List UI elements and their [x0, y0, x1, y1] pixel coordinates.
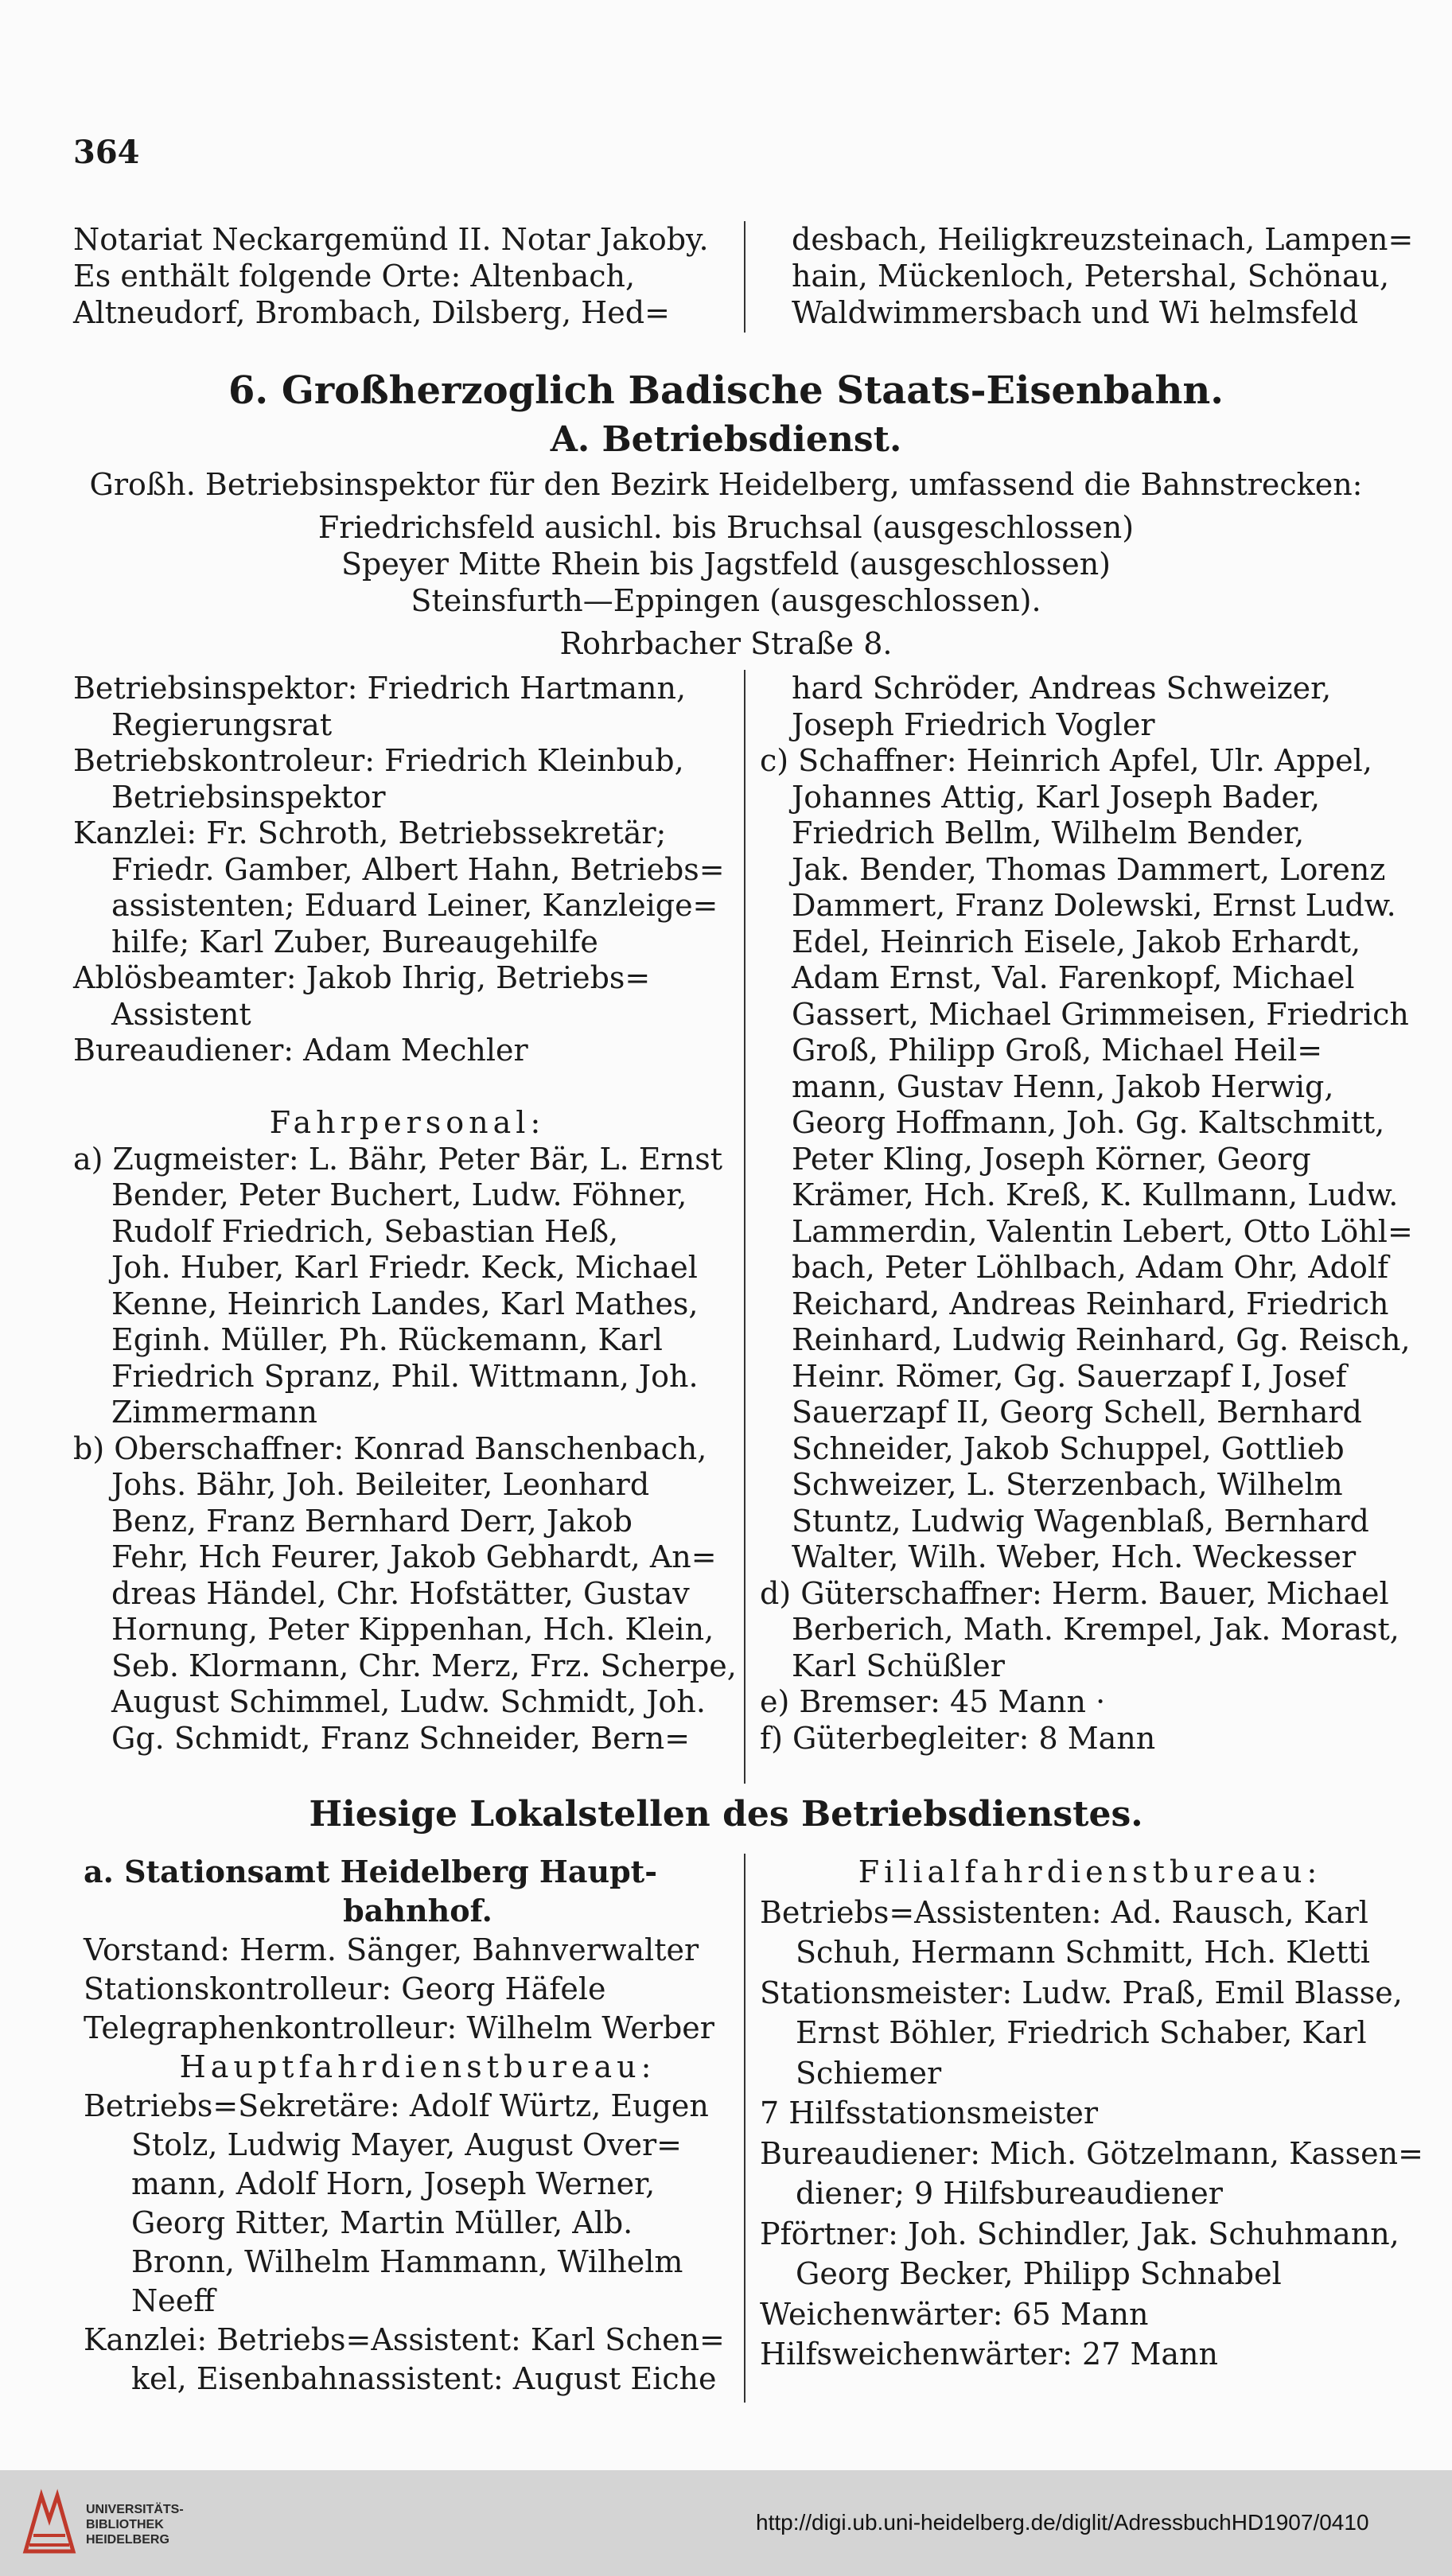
text-line: Joh. Huber, Karl Friedr. Keck, Michael [111, 1250, 698, 1285]
text-line: Schiemer [796, 2055, 942, 2091]
text-line: Betriebsinspektor: Friedrich Hartmann, [73, 671, 687, 706]
library-name-line: UNIVERSITÄTS- [86, 2503, 184, 2516]
text-line: Schneider, Jakob Schuppel, Gottlieb [792, 1430, 1345, 1466]
column-divider [744, 1854, 745, 2403]
text-line: Neeff [131, 2283, 216, 2318]
local-heading: Hiesige Lokalstellen des Betriebsdienstes. [309, 1794, 1143, 1835]
text-line: Fahrpersonal: [269, 1105, 546, 1140]
text-line: Weichenwärter: 65 Mann [760, 2296, 1149, 2332]
text-line: Notariat Neckargemünd II. Notar Jakoby. [73, 222, 709, 257]
text-line: Kanzlei: Fr. Schroth, Betriebssekretär; [73, 815, 667, 850]
text-line: a) Zugmeister: L. Bähr, Peter Bär, L. Ernst [73, 1141, 722, 1177]
intro-line: Speyer Mitte Rhein bis Jagstfeld (ausgeschlossen) [341, 547, 1111, 582]
page-number: 364 [73, 134, 140, 171]
text-line: mann, Adolf Horn, Joseph Werner, [131, 2166, 656, 2201]
text-line: Betriebsinspektor [111, 779, 386, 815]
text-line: Hilfsweichenwärter: 27 Mann [760, 2337, 1218, 2372]
text-line: Ernst Böhler, Friedrich Schaber, Karl [796, 2015, 1367, 2050]
text-line: Filialfahrdienstbureau: [858, 1854, 1322, 1889]
text-line: Ablösbeamter: Jakob Ihrig, Betriebs= [73, 960, 651, 995]
text-line: Friedr. Gamber, Albert Hahn, Betriebs= [111, 851, 725, 887]
text-line: Vorstand: Herm. Sänger, Bahnverwalter [84, 1932, 699, 1967]
text-line: Rudolf Friedrich, Sebastian Heß, [111, 1213, 619, 1249]
text-line: Georg Ritter, Martin Müller, Alb. [131, 2205, 633, 2240]
text-line: Pförtner: Joh. Schindler, Jak. Schuhmann, [760, 2216, 1399, 2251]
text-line: Groß, Philipp Groß, Michael Heil= [792, 1033, 1323, 1068]
intro-line: Steinsfurth—Eppingen (ausgeschlossen). [411, 583, 1041, 618]
library-name-line: BIBLIOTHEK [86, 2518, 164, 2531]
text-line: Karl Schüßler [792, 1648, 1005, 1683]
text-line: Waldwimmersbach und Wi helmsfeld [792, 295, 1359, 330]
text-line: hain, Mückenloch, Petershal, Schönau, [792, 259, 1390, 294]
text-line: Gassert, Michael Grimmeisen, Friedrich [792, 996, 1409, 1032]
section-title: 6. Großherzoglich Badische Staats-Eisenbahn. [228, 368, 1224, 413]
text-line: desbach, Heiligkreuzsteinach, Lampen= [792, 222, 1414, 257]
text-line: hard Schröder, Andreas Schweizer, [792, 671, 1332, 706]
text-line: 7 Hilfsstationsmeister [760, 2095, 1099, 2130]
text-line: Zimmermann [111, 1395, 317, 1430]
text-line: Telegraphenkontrolleur: Wilhelm Werber [84, 2010, 714, 2045]
text-line: Benz, Franz Bernhard Derr, Jakob [111, 1503, 633, 1539]
text-line: e) Bremser: 45 Mann · [760, 1684, 1106, 1719]
text-line: Altneudorf, Brombach, Dilsberg, Hed= [73, 295, 670, 330]
text-line: Friedrich Spranz, Phil. Wittmann, Joh. [111, 1358, 699, 1394]
text-line: Walter, Wilh. Weber, Hch. Weckesser [792, 1539, 1357, 1574]
text-line: Gg. Schmidt, Franz Schneider, Bern= [111, 1720, 691, 1756]
text-line: Schuh, Hermann Schmitt, Hch. Kletti [796, 1935, 1370, 1970]
text-line: Friedrich Bellm, Wilhelm Bender, [792, 815, 1305, 850]
library-name-line: HEIDELBERG [86, 2533, 169, 2547]
column-divider [744, 670, 745, 1784]
text-line: Krämer, Hch. Kreß, K. Kullmann, Ludw. [792, 1177, 1399, 1212]
text-line: f) Güterbegleiter: 8 Mann [760, 1720, 1156, 1756]
text-line: Stationskontrolleur: Georg Häfele [84, 1971, 606, 2006]
text-line: assistenten; Eduard Leiner, Kanzleige= [111, 888, 718, 923]
text-line: Berberich, Math. Krempel, Jak. Morast, [792, 1612, 1399, 1647]
text-line: Regierungsrat [111, 706, 333, 742]
text-line: bahnhof. [343, 1893, 492, 1928]
text-line: Georg Hoffmann, Joh. Gg. Kaltschmitt, [792, 1105, 1385, 1140]
text-line: Stationsmeister: Ludw. Praß, Emil Blasse, [760, 1975, 1403, 2010]
text-line: Reinhard, Ludwig Reinhard, Gg. Reisch, [792, 1322, 1411, 1357]
text-line: Reichard, Andreas Reinhard, Friedrich [792, 1286, 1389, 1321]
text-line: Betriebskontroleur: Friedrich Kleinbub, [73, 743, 684, 778]
text-line: a. Stationsamt Heidelberg Haupt- [84, 1854, 657, 1889]
text-line: Jak. Bender, Thomas Dammert, Lorenz [792, 851, 1386, 887]
text-line: dreas Händel, Chr. Hofstätter, Gustav [111, 1575, 690, 1611]
text-line: Eginh. Müller, Ph. Rückemann, Karl [111, 1322, 663, 1357]
text-line: diener; 9 Hilfsbureaudiener [796, 2176, 1223, 2211]
text-line: Sauerzapf II, Georg Schell, Bernhard [792, 1395, 1362, 1430]
text-line: Bronn, Wilhelm Hammann, Wilhelm [131, 2244, 683, 2279]
text-line: d) Güterschaffner: Herm. Bauer, Michael [760, 1575, 1389, 1611]
intro-line: Friedrichsfeld ausichl. bis Bruchsal (ausgeschlossen) [317, 510, 1135, 545]
source-url[interactable]: http://digi.ub.uni-heidelberg.de/diglit/AdressbuchHD1907/0410 [756, 2510, 1369, 2535]
text-line: Hornung, Peter Kippenhan, Hch. Klein, [111, 1612, 714, 1647]
text-line: Stolz, Ludwig Mayer, August Over= [131, 2127, 682, 2162]
text-line: Kenne, Heinrich Landes, Karl Mathes, [111, 1286, 699, 1321]
address-line: Rohrbacher Straße 8. [559, 626, 893, 661]
text-line: Adam Ernst, Val. Farenkopf, Michael [792, 960, 1355, 995]
intro-line: Großh. Betriebsinspektor für den Bezirk Heidelberg, umfassend die Bahnstrecken: [89, 467, 1363, 502]
text-line: Heinr. Römer, Gg. Sauerzapf I, Josef [792, 1358, 1347, 1394]
text-line: Johannes Attig, Karl Joseph Bader, [792, 779, 1321, 815]
text-line: bach, Peter Löhlbach, Adam Ohr, Adolf [792, 1250, 1389, 1285]
text-line: Georg Becker, Philipp Schnabel [796, 2256, 1282, 2291]
text-line: Lammerdin, Valentin Lebert, Otto Löhl= [792, 1213, 1413, 1249]
text-line: Kanzlei: Betriebs=Assistent: Karl Schen= [84, 2322, 725, 2357]
text-line: b) Oberschaffner: Konrad Banschenbach, [73, 1430, 707, 1466]
text-line: Dammert, Franz Dolewski, Ernst Ludw. [792, 888, 1396, 923]
text-line: Edel, Heinrich Eisele, Jakob Erhardt, [792, 924, 1361, 959]
text-line: Bureaudiener: Mich. Götzelmann, Kassen= [760, 2135, 1423, 2171]
text-line: Assistent [111, 996, 251, 1032]
text-line: Seb. Klormann, Chr. Merz, Frz. Scherpe, [111, 1648, 737, 1683]
text-line: hilfe; Karl Zuber, Bureaugehilfe [111, 924, 598, 959]
text-line: Es enthält folgende Orte: Altenbach, [73, 259, 636, 294]
text-line: mann, Gustav Henn, Jakob Herwig, [792, 1068, 1334, 1104]
section-subtitle: A. Betriebsdienst. [550, 419, 902, 460]
text-line: Hauptfahrdienstbureau: [179, 2049, 656, 2084]
text-line: Schweizer, L. Sterzenbach, Wilhelm [792, 1467, 1343, 1502]
text-line: Stuntz, Ludwig Wagenblaß, Bernhard [792, 1503, 1369, 1539]
footer-bar [0, 2470, 1452, 2576]
text-line: Bureaudiener: Adam Mechler [73, 1033, 528, 1068]
text-line: Fehr, Hch Feurer, Jakob Gebhardt, An= [111, 1539, 717, 1574]
text-line: Johs. Bähr, Joh. Beileiter, Leonhard [111, 1467, 650, 1502]
library-name [86, 2502, 184, 2547]
text-line: Bender, Peter Buchert, Ludw. Föhner, [111, 1177, 687, 1212]
text-line: Betriebs=Sekretäre: Adolf Würtz, Eugen [84, 2088, 709, 2123]
text-line: c) Schaffner: Heinrich Apfel, Ulr. Appel, [760, 743, 1372, 778]
column-divider [744, 221, 745, 333]
text-line: Peter Kling, Joseph Körner, Georg [792, 1141, 1311, 1177]
university-seal-icon [18, 2488, 80, 2559]
text-line: Betriebs=Assistenten: Ad. Rausch, Karl [760, 1894, 1368, 1930]
text-line: kel, Eisenbahnassistent: August Eiche [131, 2361, 717, 2396]
text-line: August Schimmel, Ludw. Schmidt, Joh. [111, 1684, 706, 1719]
text-line: Joseph Friedrich Vogler [792, 706, 1155, 742]
